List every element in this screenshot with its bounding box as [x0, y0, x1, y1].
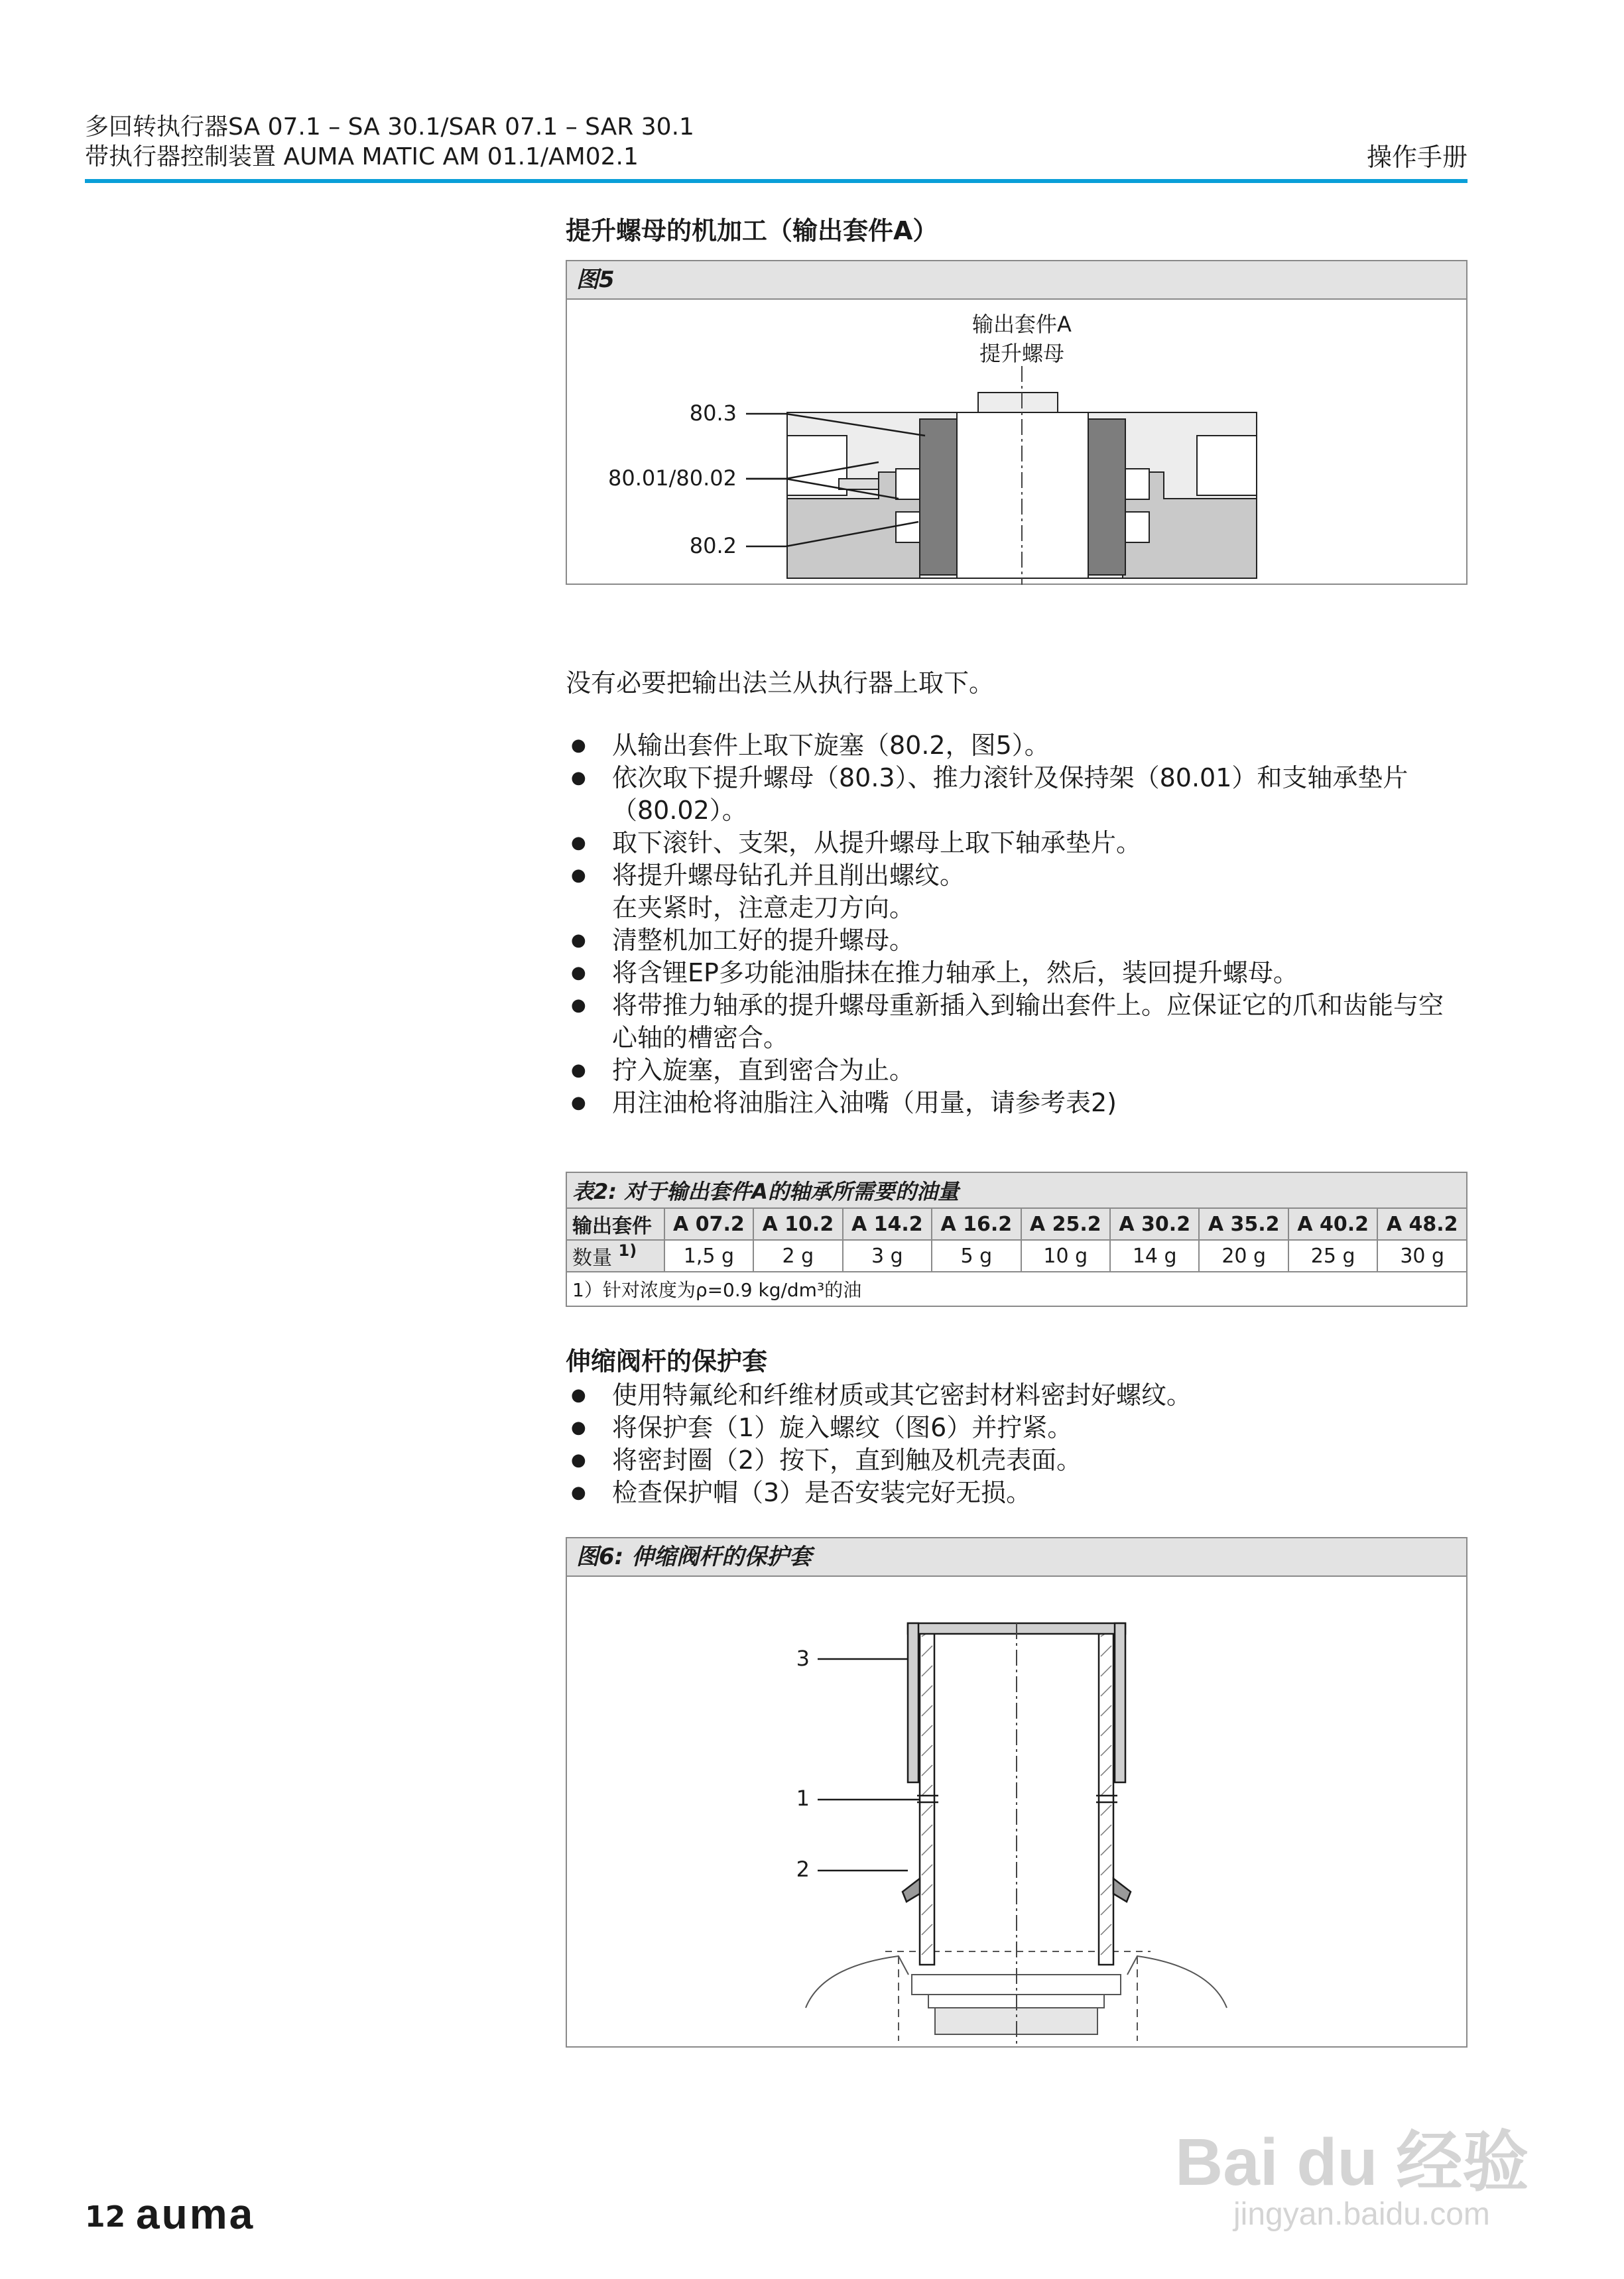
- list-item: ● 使用特氟纶和纤维材质或其它密封材料密封好螺纹。: [566, 1379, 1468, 1412]
- table-row: [566, 1208, 1467, 1240]
- column-header: A 14.2: [843, 1208, 932, 1240]
- list-item: ● 清整机加工好的提升螺母。: [566, 924, 1468, 957]
- list-item: ● 将带推力轴承的提升螺母重新插入到输出套件上。应保证它的爪和齿能与空心轴的槽密合。: [566, 989, 1468, 1054]
- fig6-label-1: 1: [796, 1786, 810, 1811]
- figure-5-drawing: [567, 300, 1466, 585]
- fig6-label-3: 3: [796, 1646, 810, 1671]
- table-cell: 25 g: [1288, 1240, 1377, 1272]
- list-item: ● 将保护套（1）旋入螺纹（图6）并拧紧。: [566, 1412, 1468, 1444]
- table-cell: 3 g: [843, 1240, 932, 1272]
- list-item: ● 取下滚针、支架，从提升螺母上取下轴承垫片。: [566, 827, 1468, 859]
- fig5-label-80-3: 80.3: [689, 400, 737, 426]
- list-item: ● 拧入旋塞，直到密合为止。: [566, 1054, 1468, 1087]
- figure-6: [566, 1537, 1468, 2048]
- header-divider: [85, 179, 1468, 183]
- list-item: ● 用注油枪将油脂注入油嘴（用量，请参考表2): [566, 1087, 1468, 1119]
- fig5-label-80-2: 80.2: [689, 533, 737, 558]
- page-number: 12: [85, 2200, 126, 2234]
- header-doc-type: 操作手册: [1366, 143, 1468, 172]
- list-item: ● 从输出套件上取下旋塞（80.2，图5）。: [566, 729, 1468, 762]
- list-item: ● 将密封圈（2）按下，直到触及机壳表面。: [566, 1444, 1468, 1477]
- column-header: A 40.2: [1288, 1208, 1377, 1240]
- list-item-note: 在夹紧时，注意走刀方向。: [612, 893, 915, 922]
- figure-5: [566, 260, 1468, 585]
- column-header: A 35.2: [1199, 1208, 1288, 1240]
- list-item: ● 将提升螺母钻孔并且削出螺纹。 在夹紧时，注意走刀方向。: [566, 859, 1468, 924]
- column-header: A 48.2: [1377, 1208, 1467, 1240]
- watermark-logo: Bai du 经验: [1175, 2125, 1529, 2199]
- section-title-stem-protection: 伸缩阀杆的保护套: [566, 1347, 768, 1376]
- table-cell: 5 g: [932, 1240, 1021, 1272]
- intro-text: 没有必要把输出法兰从执行器上取下。: [566, 668, 995, 698]
- table-cell: 2 g: [753, 1240, 842, 1272]
- column-header: A 07.2: [664, 1208, 753, 1240]
- table-cell: 14 g: [1110, 1240, 1199, 1272]
- header-title-line2: 带执行器控制装置 AUMA MATIC AM 01.1/AM02.1: [85, 143, 639, 170]
- table-cell: 20 g: [1199, 1240, 1288, 1272]
- table-cell: 10 g: [1021, 1240, 1110, 1272]
- oil-quantity-table: [566, 1172, 1468, 1307]
- table-row: [566, 1240, 1467, 1272]
- table-cell: 1,5 g: [664, 1240, 753, 1272]
- list-item: ● 依次取下提升螺母（80.3）、推力滚针及保持架（80.01）和支轴承垫片（80.02）。: [566, 762, 1468, 827]
- row-label-output-kit: 输出套件: [566, 1208, 664, 1240]
- column-header: A 25.2: [1021, 1208, 1110, 1240]
- fig5-label-80-01-02: 80.01/80.02: [608, 465, 737, 491]
- column-header: A 16.2: [932, 1208, 1021, 1240]
- watermark-url: jingyan.baidu.com: [1233, 2197, 1490, 2232]
- auma-logo: auma: [136, 2190, 255, 2238]
- column-header: A 10.2: [753, 1208, 842, 1240]
- figure-6-drawing: [567, 1577, 1466, 2048]
- table-caption: 表2: 对于输出套件A的轴承所需要的油量: [566, 1172, 1467, 1208]
- column-header: A 30.2: [1110, 1208, 1199, 1240]
- instruction-list: [566, 729, 1468, 1119]
- figure-6-caption: 图6: 伸缩阀杆的保护套: [567, 1538, 1466, 1577]
- list-item: ● 检查保护帽（3）是否安装完好无损。: [566, 1477, 1468, 1509]
- figure-5-caption: 图5: [567, 261, 1466, 300]
- header-title-line1: 多回转执行器SA 07.1 – SA 30.1/SAR 07.1 – SAR 30.1: [85, 113, 694, 141]
- fig5-label-lifting-nut: 提升螺母: [979, 341, 1065, 366]
- table-footnote: 1）针对浓度为ρ=0.9 kg/dm³的油: [566, 1272, 1467, 1306]
- protection-list: [566, 1379, 1468, 1509]
- fig5-label-output-kit: 输出套件A: [972, 312, 1072, 337]
- list-item: ● 将含锂EP多功能油脂抹在推力轴承上，然后，装回提升螺母。: [566, 957, 1468, 989]
- section-title-lifting-nut: 提升螺母的机加工（输出套件A）: [566, 216, 938, 245]
- fig6-label-2: 2: [796, 1857, 810, 1882]
- row-label-quantity: 数量 $^{1)}$: [566, 1240, 664, 1272]
- table-cell: 30 g: [1377, 1240, 1467, 1272]
